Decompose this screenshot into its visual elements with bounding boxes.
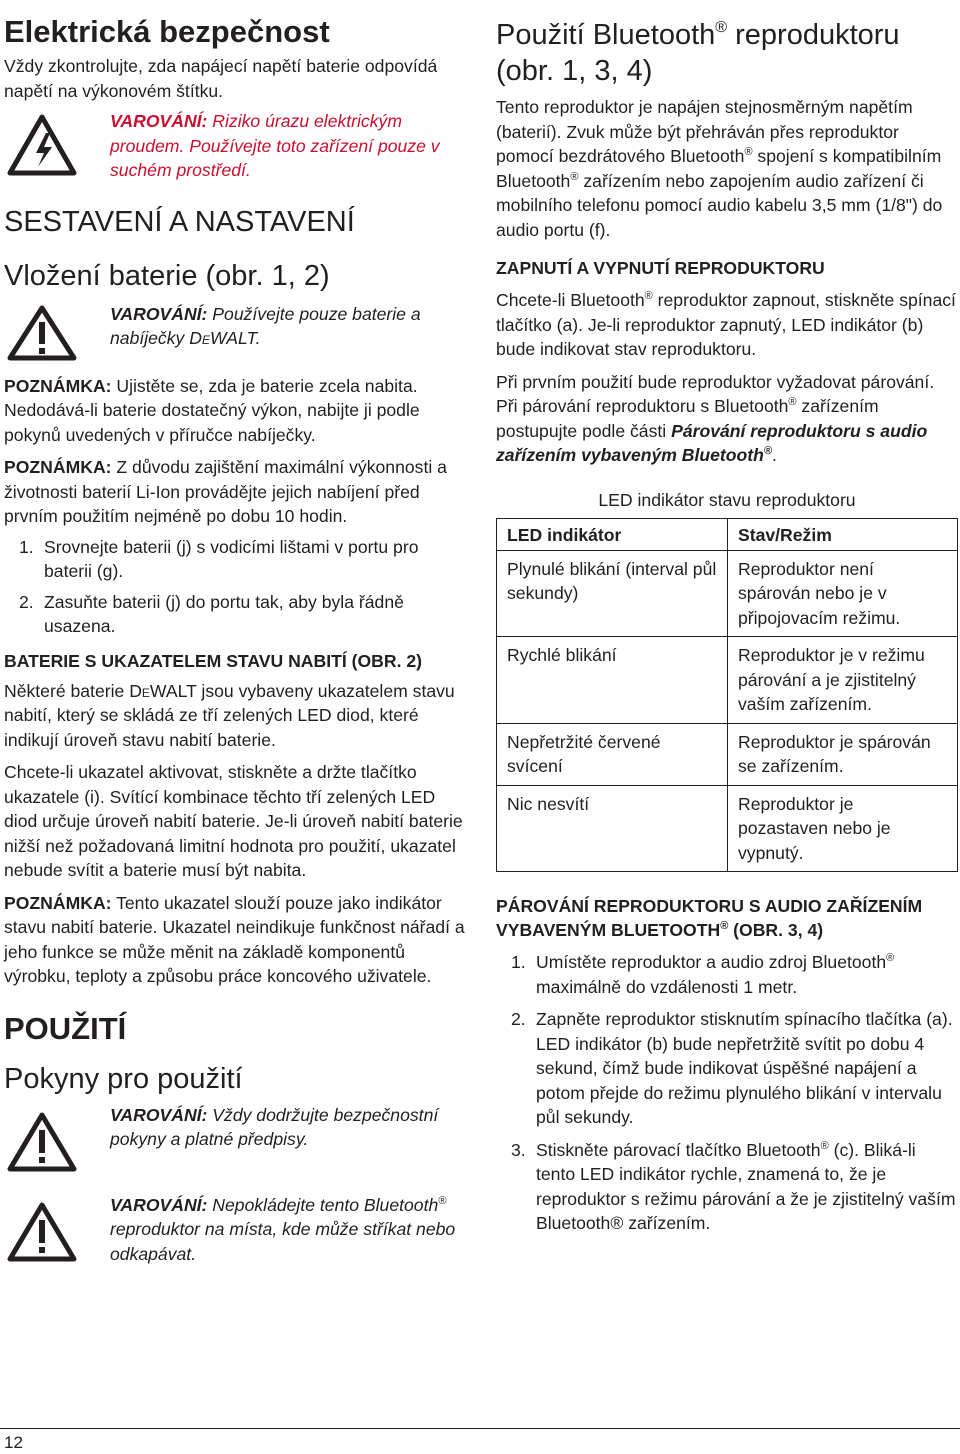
paragraph-indicator-2: Chcete-li ukazatel aktivovat, stiskněte a držte tlačítko ukazatele (i). Svítící kombinace těchto tří zelených LED diod určuje úroveň nabití baterie. Je-li úroveň nabití baterie nižší než požadovaná limitní hodnota pro použití, ukazatel nebude svítit a baterie musí být nabita. [4, 762, 463, 880]
registered-mark: ® [644, 290, 653, 302]
step-text: Srovnejte baterii (j) s vodicími lištami v portu pro baterii (g). [44, 536, 419, 581]
registered-mark: ® [763, 445, 772, 457]
note-indicator [4, 891, 466, 989]
brand-e: e [141, 680, 150, 701]
step-number: 1. [511, 952, 526, 972]
warning-body: Riziko úrazu elektrickým proudem. Používejte toto zařízení pouze v suchém prostředí. [110, 111, 440, 180]
note-body: Ujistěte se, zda je baterie zcela nabita. Nedodává-li baterie dostatečný výkon, nabijte ji podle pokynů uvedených v příručce nabíječky. [4, 375, 420, 445]
list-item [496, 1138, 958, 1236]
warning-splash-text [110, 1193, 466, 1267]
warning-body: Používejte pouze baterie a nabíječky [110, 303, 421, 348]
registered-mark: ® [715, 19, 728, 36]
text-run: jsou vybaveny ukazatelem stavu nabití, který se skládá ze tří zelených LED diod, které indikují úroveň stavu nabití baterie. [4, 680, 455, 750]
note-label: POZNÁMKA: [4, 375, 112, 396]
warning-body: Vždy dodržujte bezpečnostní pokyny a platné předpisy. [110, 1104, 439, 1149]
list-item [496, 1007, 958, 1130]
page-number: 12 [4, 1433, 23, 1452]
warning-label: VAROVÁNÍ: [110, 303, 208, 324]
step-text: Umístěte reproduktor a audio zdroj Bluetooth [536, 952, 887, 972]
paragraph-pairing [496, 370, 958, 468]
battery-steps [4, 535, 466, 639]
step-number: 1. [19, 536, 34, 557]
brand-e: e [201, 328, 210, 348]
paragraph-on-off [496, 288, 958, 362]
step-text: Zapněte reproduktor stisknutím spínacího tlačítka (a). LED indikátor (b) bude nepřetržitě svítit po dobu 4 sekund, čímž bude indikovat úspěšné napájení a potom přejde do režimu plynulého blikání v intervalu půl sekundy. [536, 1009, 953, 1127]
text-run: zařízením postupujte podle části [496, 396, 879, 441]
warning-label: VAROVÁNÍ: [110, 111, 208, 131]
column-header: LED indikátor [497, 519, 728, 551]
warning-electric-text [110, 109, 466, 183]
note-label: POZNÁMKA: [4, 892, 112, 913]
heading-text: PÁROVÁNÍ REPRODUKTORU S AUDIO ZAŘÍZENÍM VYBAVENÝM BLUETOOTH [496, 896, 923, 940]
heading-on-off: ZAPNUTÍ A VYPNUTÍ REPRODUKTORU [496, 258, 825, 278]
brand-rest: WALT. [209, 328, 261, 348]
heading-text: reproduktoru (obr. 1, 3, 4) [496, 19, 900, 87]
list-item [496, 950, 958, 999]
table-header-row [497, 519, 958, 551]
led-status-table [496, 518, 958, 872]
registered-mark: ® [744, 146, 753, 158]
step-text: (c). Bliká-li tento LED indikátor rychle, znamená to, že je reproduktor s režimu párování a že je zjistitelný vaším Bluetooth® zařízením. [536, 1139, 956, 1233]
list-item [4, 535, 466, 584]
step-number: 2. [511, 1009, 526, 1029]
text-run: reproduktor zapnout, stiskněte spínací tlačítko (a). Je-li reproduktor zapnutý, LED indikátor (b) bude indikovat stav reproduktoru. [496, 290, 956, 359]
heading-use: POUŽITÍ [4, 1010, 127, 1046]
registered-mark: ® [438, 1194, 447, 1207]
heading-text: Použití Bluetooth [496, 19, 716, 51]
table-cell: Nepřetržité červené svícení [497, 723, 728, 785]
warning-electric-shock [4, 109, 466, 183]
pairing-steps [496, 950, 958, 1236]
brand-d: D [189, 328, 202, 348]
heading-electrical-safety: Elektrická bezpečnost [4, 14, 330, 49]
step-text: maximálně do vzdálenosti 1 metr. [536, 976, 798, 997]
warning-battery-text [110, 302, 466, 351]
warning-body: reproduktor na místa, kde může stříkat nebo odkapávat. [110, 1219, 456, 1264]
heading-bluetooth-use [496, 17, 958, 89]
text-run: . [772, 445, 777, 465]
brand-rest: WALT [149, 680, 197, 701]
warning-label: VAROVÁNÍ: [110, 1194, 208, 1215]
heading-instructions: Pokyny pro použití [4, 1062, 243, 1095]
registered-mark: ® [788, 396, 797, 408]
brand-d: D [129, 680, 142, 701]
step-number: 3. [511, 1139, 526, 1160]
warning-safety [4, 1103, 466, 1175]
step-number: 2. [19, 591, 34, 612]
text-run: Chcete-li Bluetooth [496, 290, 645, 310]
table-row [497, 637, 958, 724]
table-cell: Plynulé blikání (interval půl sekundy) [497, 550, 728, 637]
warning-body: Nepokládejte tento Bluetooth [207, 1194, 439, 1215]
list-item [4, 590, 466, 639]
warning-splash [4, 1193, 466, 1267]
table-row [497, 785, 958, 872]
right-column [496, 0, 958, 1236]
heading-charge-indicator: BATERIE S UKAZATELEM STAVU NABITÍ (OBR. 2) [4, 650, 423, 671]
warning-triangle-icon [4, 1103, 104, 1175]
table-caption: LED indikátor stavu reproduktoru [598, 489, 856, 510]
left-column [4, 0, 466, 1266]
registered-mark: ® [886, 952, 895, 964]
table-cell: Rychlé blikání [497, 637, 728, 724]
paragraph-indicator-1 [4, 679, 466, 753]
heading-text: (OBR. 3, 4) [728, 920, 824, 940]
table-cell: Reproduktor je v režimu párování a je zjistitelný vaším zařízením. [728, 637, 958, 724]
registered-mark: ® [720, 920, 729, 932]
note-battery-charged [4, 374, 466, 448]
table-cell: Reproduktor není spárován nebo je v připojovacím režimu. [728, 550, 958, 637]
warning-label: VAROVÁNÍ: [110, 1104, 208, 1125]
note-body: Tento ukazatel slouží pouze jako indikátor stavu nabití baterie. Ukazatel neindikuje funkčnost nářadí a jeho funkce se může měnit na základě komponentů výrobku, teploty a způsobu práce koncového uživatele. [4, 892, 465, 986]
warning-safety-text [110, 1103, 466, 1152]
heading-setup: SESTAVENÍ A NASTAVENÍ [4, 205, 355, 238]
registered-mark: ® [570, 170, 579, 183]
warning-triangle-icon [4, 302, 104, 362]
table-cell: Reproduktor je pozastaven nebo je vypnutý. [728, 785, 958, 872]
section-reference: Párování reproduktoru s audio zařízením vybaveným Bluetooth [496, 420, 928, 465]
warning-triangle-icon [4, 1193, 104, 1265]
text-run: zařízením nebo zapojením audio zařízení či mobilního telefonu pomocí audio kabelu 3,5 mm (1/8") do audio portu (f). [496, 170, 943, 240]
text-run: Některé baterie [4, 680, 130, 701]
footer-divider [0, 1428, 960, 1429]
text-run: spojení s kompatibilním Bluetooth [496, 146, 942, 191]
warning-battery [4, 302, 466, 362]
table-cell: Reproduktor je spárován se zařízením. [728, 723, 958, 785]
step-text: Stiskněte párovací tlačítko Bluetooth [536, 1139, 821, 1160]
column-header: Stav/Režim [728, 519, 958, 551]
note-label: POZNÁMKA: [4, 457, 112, 477]
heading-battery-insert: Vložení baterie (obr. 1, 2) [4, 259, 330, 292]
table-cell: Nic nesvítí [497, 785, 728, 872]
paragraph-bluetooth [496, 95, 958, 242]
note-li-ion [4, 455, 466, 529]
text-run: Tento reproduktor je napájen stejnosměrným napětím (baterií). Zvuk může být přehráván přes reproduktor pomocí bezdrátového Bluetooth [496, 97, 913, 166]
registered-mark: ® [820, 1139, 829, 1152]
table-row [497, 723, 958, 785]
table-row [497, 550, 958, 637]
step-text: Zasuňte baterii (j) do portu tak, aby byla řádně usazena. [44, 591, 404, 636]
heading-pairing [496, 894, 958, 942]
text-run: Při prvním použití bude reproduktor vyžadovat párování. Při párování reproduktoru s Bluetooth [496, 371, 935, 416]
note-body: Z důvodu zajištění maximální výkonnosti a životnosti baterií Li-Ion provádějte jejich nabíjení před prvním použitím nejméně po dobu 10 hodin. [4, 457, 447, 526]
paragraph-electrical-safety: Vždy zkontrolujte, zda napájecí napětí baterie odpovídá napětí na výkonovém štítku. [4, 56, 438, 101]
electric-hazard-icon [4, 109, 104, 181]
